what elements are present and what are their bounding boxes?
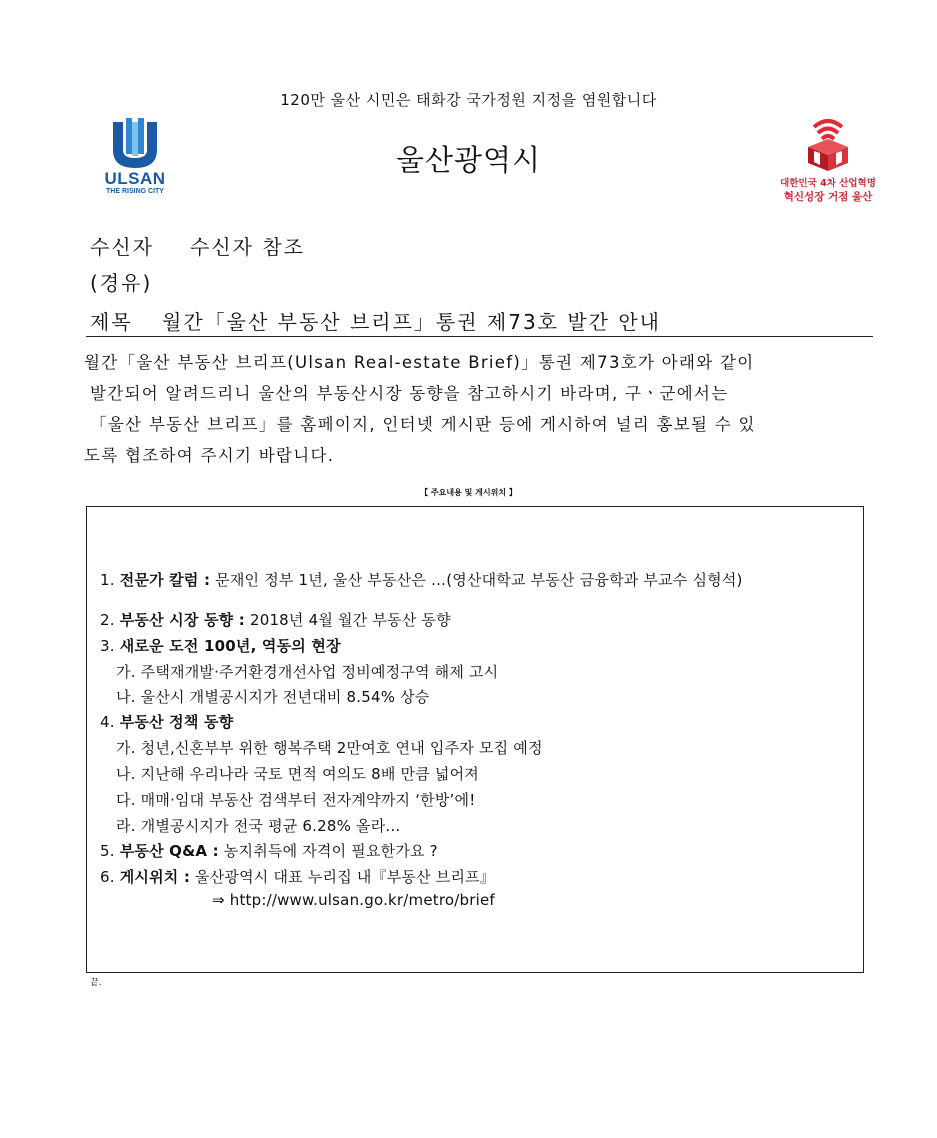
header-divider (86, 336, 873, 337)
list-item: 2. 부동산 시장 동향 : 2018년 4월 월간 부동산 동향 (100, 611, 451, 629)
logo-caption-1: 대한민국 4차 산업혁명 (780, 178, 876, 189)
slogan: 120만 울산 시민은 태화강 국가정원 지정을 염원합니다 (280, 91, 657, 109)
via-label: (경유) (90, 271, 153, 295)
list-item: 3. 새로운 도전 100년, 역동의 현장 (100, 637, 341, 655)
brief-url-link[interactable]: ⇒ http://www.ulsan.go.kr/metro/brief (212, 891, 495, 909)
organization-title: 울산광역시 (395, 143, 542, 177)
recipient-label: 수신자 (90, 235, 154, 259)
end-mark: 끝. (90, 978, 102, 988)
ulsan-logo (102, 116, 168, 200)
list-item: 6. 게시위치 : 울산광역시 대표 누리집 내『부동산 브리프』 (100, 868, 496, 886)
subject-row (90, 306, 661, 335)
list-item: 5. 부동산 Q&A : 농지취득에 자격이 필요한가요 ? (100, 842, 438, 860)
ulsan-logo-mark-icon (102, 116, 168, 170)
list-item: 나. 지난해 우리나라 국토 면적 여의도 8배 만큼 넓어져 (116, 765, 479, 783)
box-title: 【 주요내용 및 게시위치 】 (420, 488, 517, 497)
list-item: 나. 울산시 개별공시지가 전년대비 8.54% 상승 (116, 688, 430, 706)
body-line: 도록 협조하여 주시기 바랍니다. (84, 446, 335, 465)
list-item: 1. 전문가 칼럼 : 문재인 정부 1년, 울산 부동산은 …(영산대학교 부동산 금융학과 부교수 심형석) (100, 571, 743, 589)
via-row (90, 267, 152, 296)
list-item: 가. 주택재개발·주거환경개선사업 정비예정구역 해제 고시 (116, 663, 499, 681)
list-item: 가. 청년,신혼부부 위한 행복주택 2만여호 연내 입주자 모집 예정 (116, 739, 543, 757)
recipient-row (90, 231, 305, 260)
subject-label: 제목 (90, 310, 133, 334)
subject-value: 월간「울산 부동산 브리프」통권 제73호 발간 안내 (162, 310, 661, 334)
logo-wordmark: ULSAN (104, 169, 166, 188)
logo-caption-2: 혁신성장 거점 울산 (783, 191, 873, 203)
body-line: 월간「울산 부동산 브리프(Ulsan Real-estate Brief)」통권 제73호가 아래와 같이 (84, 353, 755, 372)
recipient-value: 수신자 참조 (190, 235, 305, 259)
list-item: 다. 매매·임대 부동산 검색부터 전자계약까지 ‘한방’에! (116, 791, 476, 809)
list-item: 4. 부동산 정책 동향 (100, 713, 234, 731)
signal-tower-icon (778, 113, 878, 173)
body-line: 발간되어 알려드리니 울산의 부동산시장 동향을 참고하시기 바라며, 구ㆍ군에서는 (90, 384, 729, 403)
innovation-logo (778, 113, 878, 203)
logo-tagline: THE RISING CITY (106, 188, 164, 195)
body-line: 「울산 부동산 브리프」를 홈페이지, 인터넷 게시판 등에 게시하여 널리 홍보될 수 있 (90, 415, 756, 434)
list-item: 라. 개별공시지가 전국 평균 6.28% 올라... (116, 817, 401, 835)
